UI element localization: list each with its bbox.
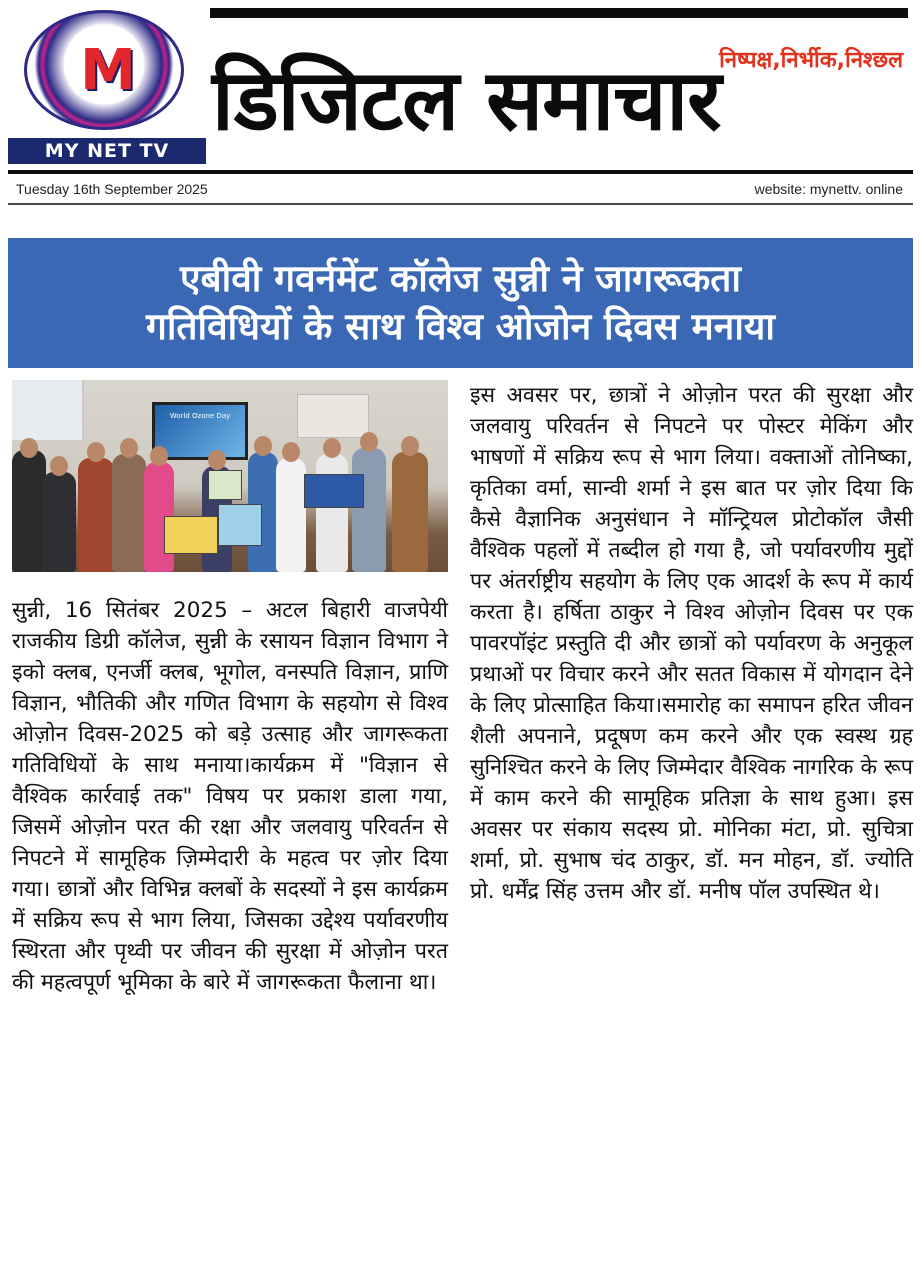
person-head bbox=[282, 442, 300, 462]
person-figure bbox=[352, 448, 386, 572]
person-head bbox=[87, 442, 105, 462]
person-head bbox=[120, 438, 138, 458]
article-body-left bbox=[12, 595, 448, 1260]
article-paragraph: सुन्नी, 16 सितंबर 2025 – अटल बिहारी वाजपेयी राजकीय डिग्री कॉलेज, सुन्नी के रसायन विज्ञान विभाग ने इको क्लब, एनर्जी क्लब, भूगोल, वनस्पति विज्ञान, प्राणि विज्ञान, भौतिकी और गणित विभाग के सहयोग से विश्व ओज़ोन दिवस-2025 को बड़े उत्साह और जागरूकता गतिविधियों के साथ मनाया।कार्यक्रम में "विज्ञान से वैश्विक कार्रवाई तक" विषय पर प्रकाश डाला गया, जिसमें ओज़ोन परत की रक्षा और जलवायु परिवर्तन से निपटने में सामूहिक ज़िम्मेदारी के महत्व पर ज़ोर दिया गया। छात्रों और विभिन्न क्लबों के सदस्यों ने इस कार्यक्रम में सक्रिय रूप से भाग लिया, जिसका उद्देश्य पर्यावरणीय स्थिरता और पृथ्वी पर जीवन की सुरक्षा में ओज़ोन परत की महत्वपूर्ण भूमिका के बारे में जागरूकता फैलाना था। bbox=[12, 598, 448, 995]
headline-line-2: गतिविधियों के साथ विश्व ओजोन दिवस मनाया bbox=[146, 305, 775, 348]
publication-date: Tuesday 16th September 2025 bbox=[16, 181, 208, 197]
event-photo bbox=[12, 380, 448, 572]
projector-screen-text: World Ozone Day bbox=[169, 412, 231, 420]
masthead-bottom-rule bbox=[8, 170, 913, 174]
logo-text: MY NET TV bbox=[8, 138, 206, 164]
tagline: निष्पक्ष,निर्भीक,निश्छल bbox=[719, 48, 903, 73]
masthead bbox=[0, 0, 921, 178]
person-figure bbox=[12, 450, 46, 572]
person-head bbox=[323, 438, 341, 458]
poster bbox=[164, 516, 218, 554]
photo-window bbox=[12, 380, 84, 440]
person-head bbox=[401, 436, 419, 456]
person-figure bbox=[392, 452, 428, 572]
notice-board bbox=[297, 394, 369, 438]
article-paragraph: इस अवसर पर, छात्रों ने ओज़ोन परत की सुरक्षा और जलवायु परिवर्तन से निपटने पर पोस्टर मेकिंग और भाषणों में सक्रिय रूप से भाग लिया। वक्ताओं तोनिष्का, कृतिका वर्मा, सान्वी शर्मा ने इस बात पर ज़ोर दिया कि कैसे वैज्ञानिक अनुसंधान ने मॉन्ट्रियल प्रोटोकॉल जैसी वैश्विक पहलों में तब्दील हो गया है, जो पर्यावरणीय मुद्दों पर अंतर्राष्ट्रीय सहयोग के लिए एक आदर्श के रूप में कार्य करता है। हर्षिता ठाकुर ने विश्व ओज़ोन दिवस पर एक पावरपॉइंट प्रस्तुति दी और छात्रों को पर्यावरण के अनुकूल प्रथाओं पर विचार करने और सतत विकास में योगदान देने के लिए प्रोत्साहित किया।समारोह का समापन हरित जीवन शैली अपनाने, प्रदूषण कम करने और एक स्वस्थ ग्रह सुनिश्चित करने के लिए जिम्मेदार वैश्विक नागरिक के रूप में काम करने की सामूहिक प्रतिज्ञा के साथ हुआ। इस अवसर पर संकाय सदस्य प्रो. मोनिका मंटा, प्रो. सुचित्रा शर्मा, प्रो. सुभाष चंद ठाकुर, डॉ. मन मोहन, डॉ. ज्योति प्रो. धर्मेंद्र सिंह उत्तम और डॉ. मनीष पॉल उपस्थित थे। bbox=[470, 383, 913, 904]
website-label: website: mynettv. online bbox=[754, 181, 903, 197]
poster bbox=[304, 474, 364, 508]
poster bbox=[208, 470, 242, 500]
paper-title: डिजिटल समाचार bbox=[212, 51, 721, 149]
person-head bbox=[208, 450, 226, 470]
person-figure bbox=[78, 458, 114, 572]
headline-banner bbox=[8, 238, 913, 368]
logo-m-icon: M bbox=[80, 37, 136, 103]
person-figure bbox=[42, 472, 76, 572]
person-figure bbox=[276, 458, 306, 572]
poster bbox=[218, 504, 262, 546]
person-figure bbox=[316, 454, 348, 572]
date-divider bbox=[8, 203, 913, 205]
person-head bbox=[150, 446, 168, 466]
mynettv-logo bbox=[8, 10, 208, 165]
person-head bbox=[20, 438, 38, 458]
person-head bbox=[254, 436, 272, 456]
person-figure bbox=[112, 454, 146, 572]
person-head bbox=[360, 432, 378, 452]
article-body-right bbox=[470, 380, 913, 1270]
person-head bbox=[50, 456, 68, 476]
masthead-top-rule bbox=[210, 8, 908, 18]
headline-line-1: एबीवी गवर्नमेंट कॉलेज सुन्नी ने जागरूकता bbox=[180, 256, 741, 300]
